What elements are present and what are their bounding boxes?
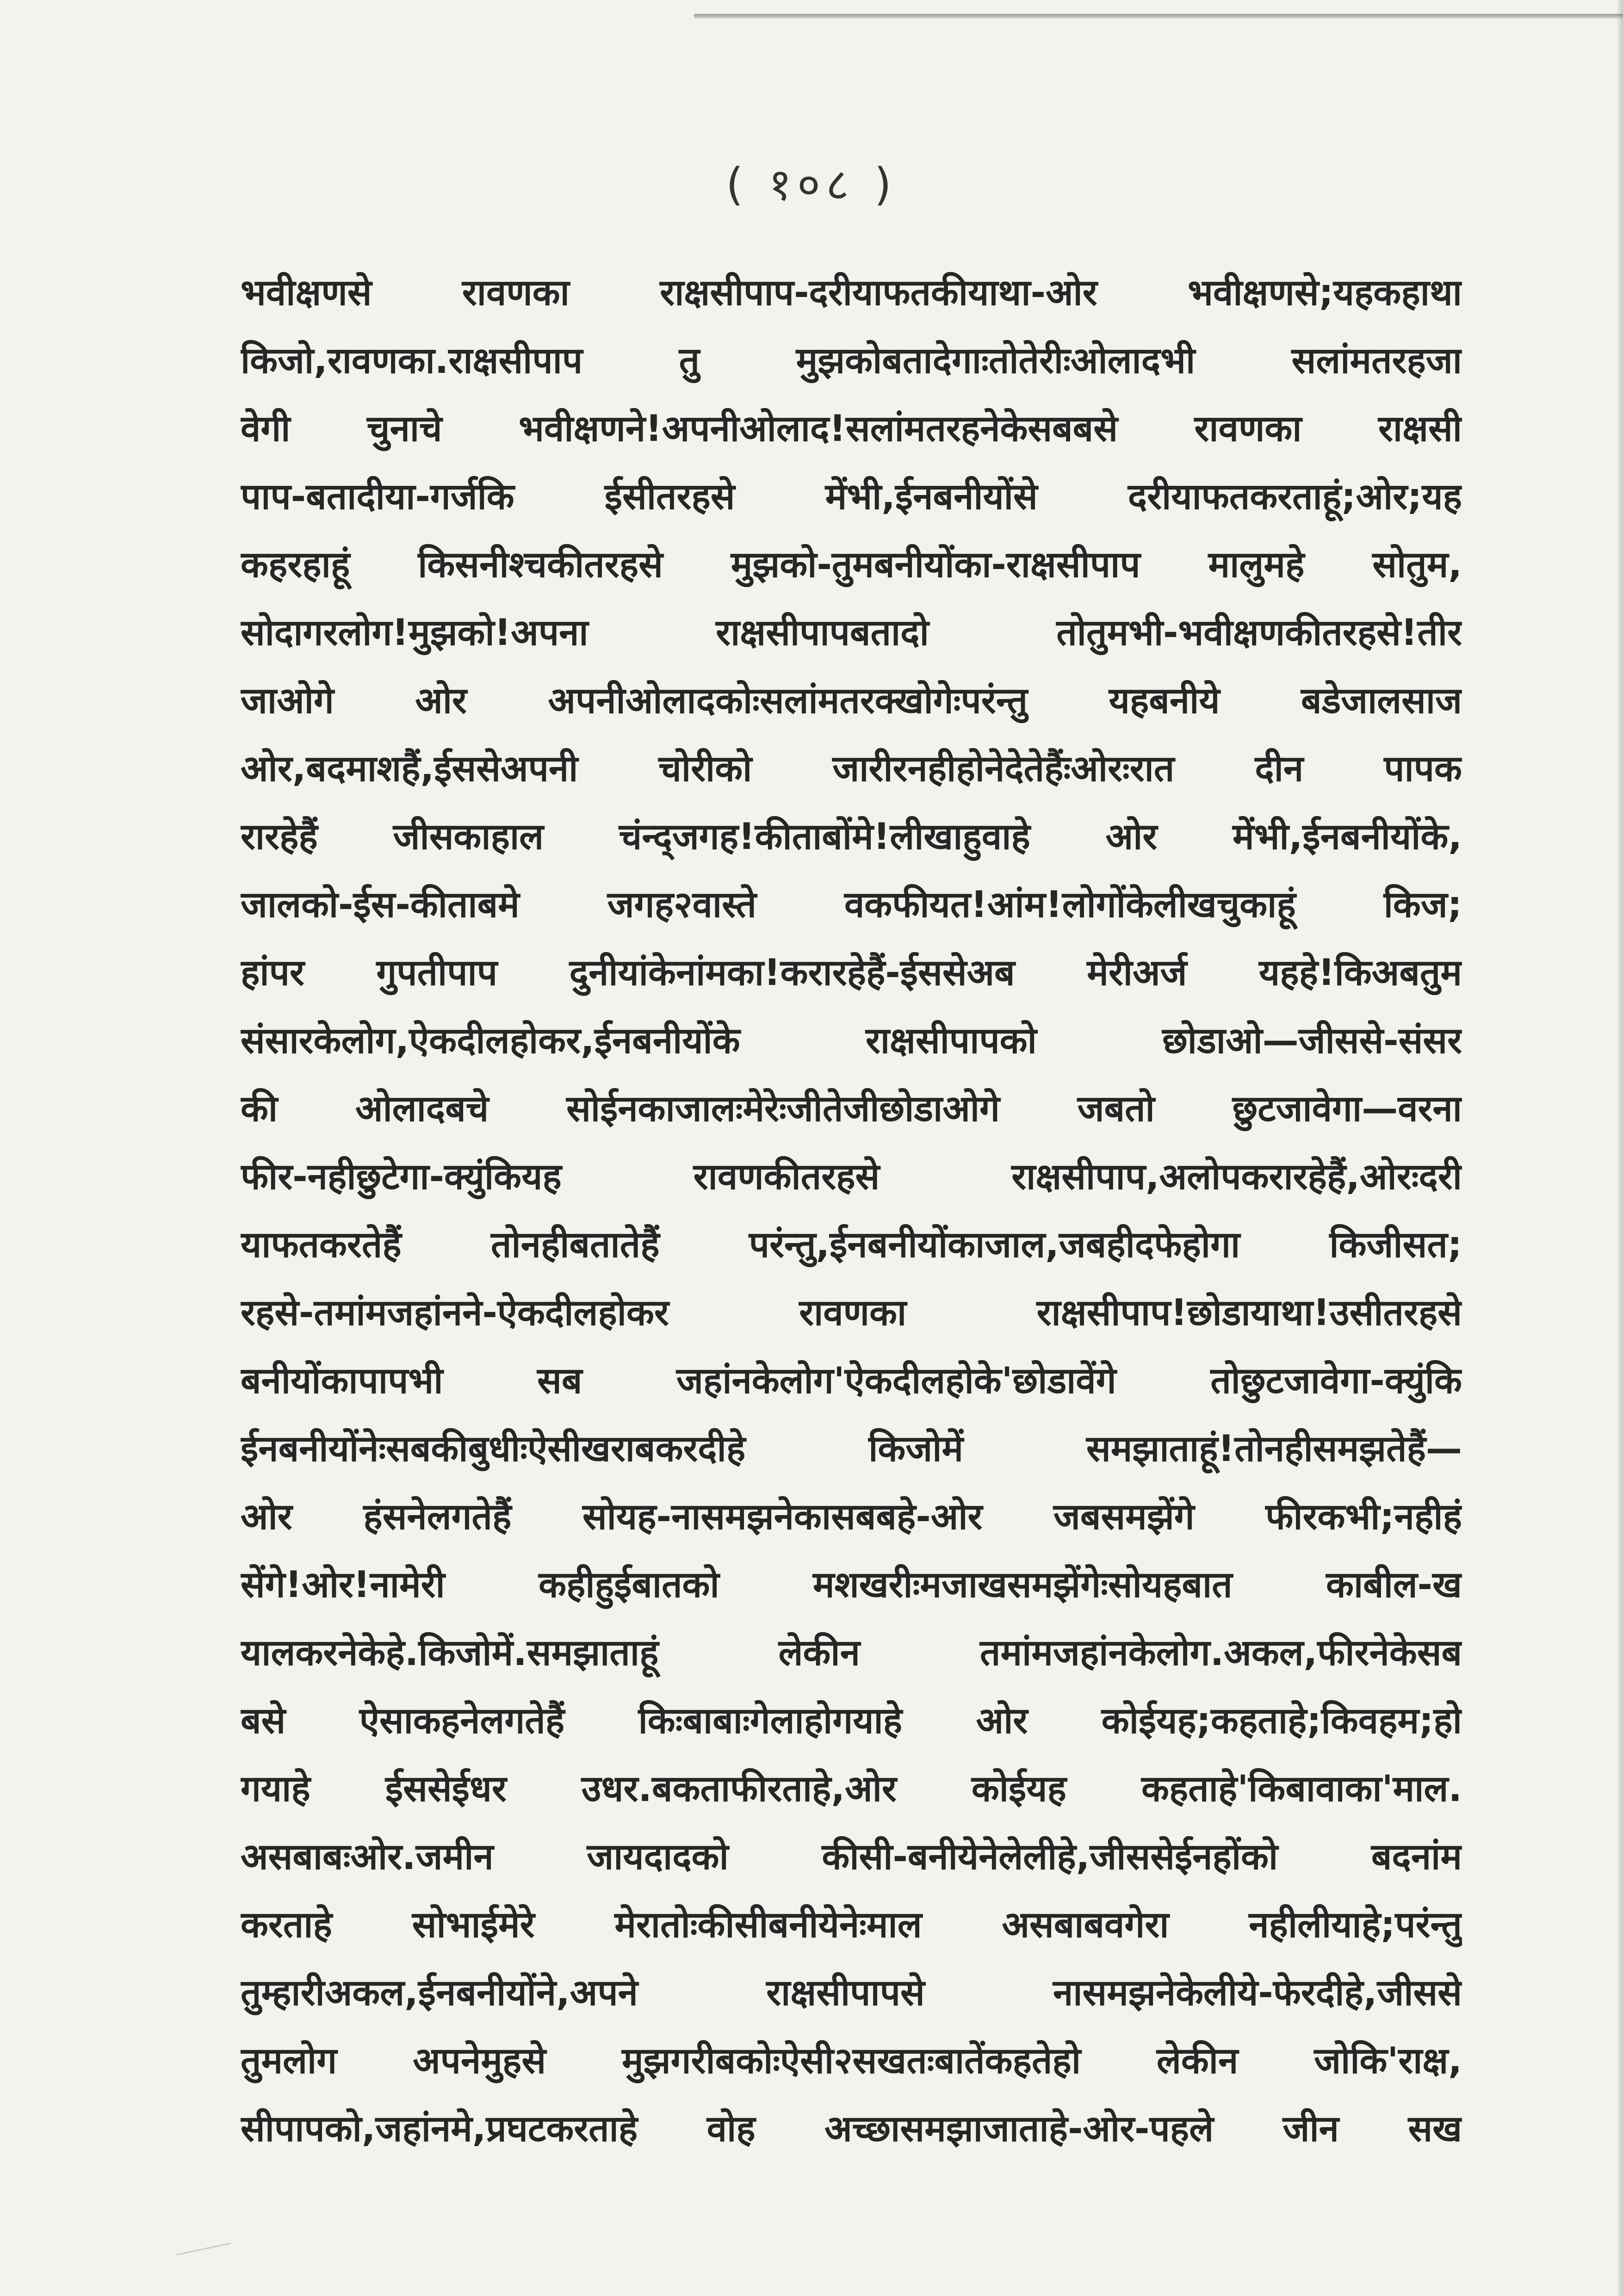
text-line: सेंगे!ओर!नामेरी कहीहुईबातको मशखरीःमजाखसमझेंगेःसोयहबात काबील-ख — [241, 1564, 1462, 1606]
scan-artifact — [176, 2243, 231, 2256]
text-line: सीपापको,जहांनमे,प्रघटकरताहे वोह अच्छासमझाजाताहे-ओर-पहले जीन सख — [241, 2108, 1462, 2150]
text-line: हांपर गुपतीपाप दुनीयांकेनांमका!करारहेहैं-ईससेअब मेरीअर्ज यहहे!किअबतुम — [241, 952, 1462, 994]
text-line: यालकरनेकेहे.किजोमें.समझाताहूं लेकीन तमांमजहांनकेलोग.अकल,फीरनेकेसब — [241, 1632, 1462, 1674]
text-line: याफतकरतेहैं तोनहीबतातेहैं परंन्तु,ईनबनीयोंकाजाल,जबहीदफेहोगा किजीसत; — [241, 1224, 1462, 1266]
text-line: तुमलोग अपनेमुहसे मुझगरीबकोःऐसी२सखतःबातेंकहतेहो लेकीन जोकि'राक्ष, — [241, 2040, 1462, 2082]
text-line: बनीयोंकापापभी सब जहांनकेलोग'ऐकदीलहोके'छोडावेंगे तोछुटजावेगा-क्युंकि — [241, 1360, 1462, 1402]
text-line: ईनबनीयोंनेःसबकीबुधीःऐसीखराबकरदीहे किजोमें समझाताहूं!तोनहीसमझतेहैं— — [241, 1428, 1462, 1470]
text-line: ओर,बदमाशहैं,ईससेअपनी चोरीको जारीरनहीहोनेदेतेहैंःओरःरात दीन पापक — [241, 748, 1462, 790]
text-line: वेगी चुनाचे भवीक्षणने!अपनीओलाद!सलांमतरहनेकेसबबसे रावणका राक्षसी — [241, 408, 1462, 450]
text-line: जाओगे ओर अपनीओलादकोःसलांमतरक्खोगेःपरंन्तु यहबनीये बडेजालसाज — [241, 680, 1462, 722]
text-line: भवीक्षणसे रावणका राक्षसीपाप-दरीयाफतकीयाथा-ओर भवीक्षणसे;यहकहाथा — [241, 272, 1462, 314]
text-line: करताहे सोभाईमेरे मेरातोःकीसीबनीयेनेःमाल असबाबवगेरा नहीलीयाहे;परंन्तु — [241, 1904, 1462, 1946]
text-line: बसे ऐसाकहनेलगतेहैं किःबाबाःगेलाहोगयाहे ओर कोईयह;कहताहे;किवहम;हो — [241, 1700, 1462, 1742]
text-line: फीर-नहीछुटेगा-क्युंकियह रावणकीतरहसे राक्षसीपाप,अलोपकरारहेहैं,ओरःदरी — [241, 1156, 1462, 1198]
text-line: रारहेहैं जीसकाहाल चंन्द्जगह!कीताबोंमे!लीखाहुवाहे ओर मेंभी,ईनबनीयोंके, — [241, 816, 1462, 858]
text-line: पाप-बतादीया-गर्जकि ईसीतरहसे मेंभी,ईनबनीयोंसे दरीयाफतकरताहूं;ओर;यह — [241, 476, 1462, 518]
text-line: जालको-ईस-कीताबमे जगह२वास्ते वकफीयत!आंम!लोगोंकेलीखचुकाहूं किज; — [241, 884, 1462, 926]
text-line: ओर हंसनेलगतेहैं सोयह-नासमझनेकासबबहे-ओर जबसमझेंगे फीरकभी;नहीहं — [241, 1496, 1462, 1538]
text-line: कहरहाहूं किसनीश्चकीतरहसे मुझको-तुमबनीयोंका-राक्षसीपाप मालुमहे सोतुम, — [241, 544, 1462, 586]
text-line: असबाबःओर.जमीन जायदादको कीसी-बनीयेनेलेलीहे,जीससेईनहोंको बदनांम — [241, 1836, 1462, 1878]
text-line: संसारकेलोग,ऐकदीलहोकर,ईनबनीयोंके राक्षसीपापको छोडाओ—जीससे-संसर — [241, 1020, 1462, 1062]
scan-top-border — [694, 14, 1623, 19]
body-text — [241, 259, 1462, 2163]
scan-right-edge — [1617, 0, 1623, 2296]
text-line: सोदागरलोग!मुझको!अपना राक्षसीपापबतादो तोतुमभी-भवीक्षणकीतरहसे!तीर — [241, 612, 1462, 654]
text-line: किजो,रावणका.राक्षसीपाप तु मुझकोबतादेगाःतोतेरीःओलादभी सलांमतरहजा — [241, 340, 1462, 382]
page-number: ( १०८ ) — [726, 159, 897, 210]
text-line: की ओलादबचे सोईनकाजालःमेरेःजीतेजीछोडाओगे जबतो छुटजावेगा—वरना — [241, 1088, 1462, 1130]
text-line: गयाहे ईससेईधर उधर.बकताफीरताहे,ओर कोईयह कहताहे'किबावाका'माल. — [241, 1768, 1462, 1810]
text-line: रहसे-तमांमजहांनने-ऐकदीलहोकर रावणका राक्षसीपाप!छोडायाथा!उसीतरहसे — [241, 1292, 1462, 1334]
text-line: तुम्हारीअकल,ईनबनीयोंने,अपने राक्षसीपापसे नासमझनेकेलीये-फेरदीहे,जीससे — [241, 1972, 1462, 2014]
